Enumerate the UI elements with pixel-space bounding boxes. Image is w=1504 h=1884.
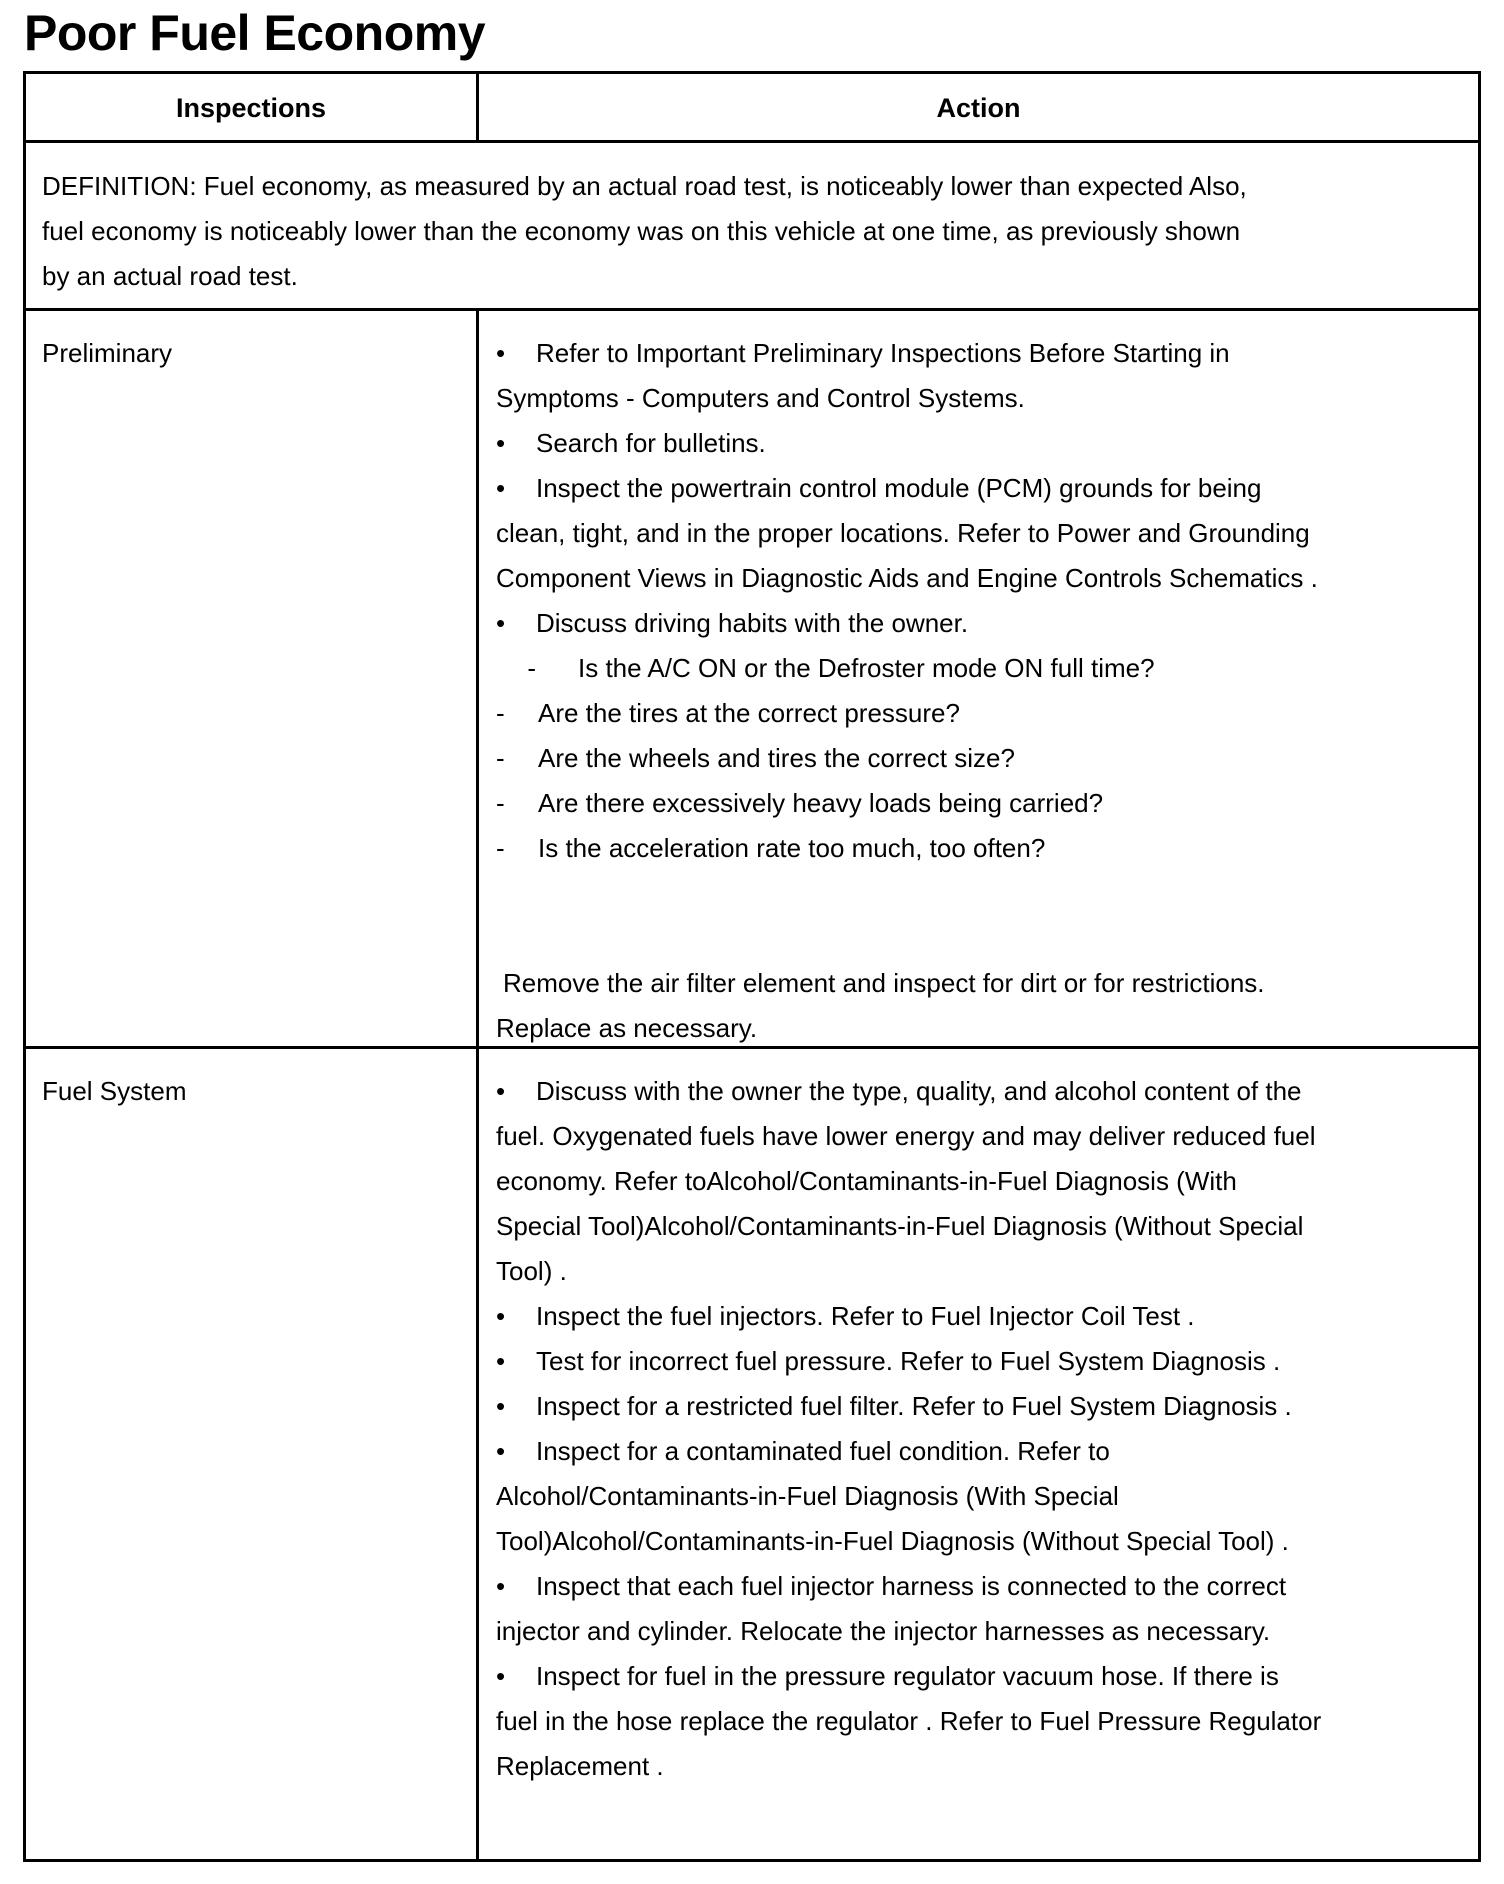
list-item: - Are the tires at the correct pressure? — [496, 691, 1318, 736]
list-item: • Inspect for a contaminated fuel condition. Refer to — [496, 1429, 1321, 1474]
list-item: - Is the A/C ON or the Defroster mode ON full time? — [496, 646, 1318, 691]
list-item: • Discuss with the owner the type, quality, and alcohol content of the — [496, 1069, 1321, 1114]
list-item: • Inspect the powertrain control module (PCM) grounds for being — [496, 466, 1318, 511]
bullet: • — [496, 338, 506, 368]
bullet: • — [496, 1301, 506, 1331]
definition-line: DEFINITION: Fuel economy, as measured by an actual road test, is noticeably lower than expected Also, — [42, 171, 1247, 201]
bullet: • — [496, 608, 506, 638]
list-item: • Refer to Important Preliminary Inspections Before Starting in — [496, 331, 1318, 376]
list-item: Tool)Alcohol/Contaminants-in-Fuel Diagnosis (Without Special Tool) . — [496, 1526, 1289, 1556]
list-item: economy. Refer toAlcohol/Contaminants-in-Fuel Diagnosis (With — [496, 1166, 1237, 1196]
action-fuel-system — [496, 1069, 1321, 1789]
definition-line: fuel economy is noticeably lower than the economy was on this vehicle at one time, as previously shown — [42, 216, 1241, 246]
inspection-label-fuel-system: Fuel System — [42, 1076, 187, 1106]
action-preliminary — [496, 331, 1318, 1051]
header-inspections: Inspections — [175, 92, 327, 123]
list-item: - Is the acceleration rate too much, too often? — [496, 826, 1318, 871]
list-item: Symptoms - Computers and Control Systems. — [496, 383, 1025, 413]
list-item: clean, tight, and in the proper locations. Refer to Power and Grounding — [496, 518, 1310, 548]
list-item: - Are there excessively heavy loads being carried? — [496, 781, 1318, 826]
list-item: Tool) . — [496, 1256, 567, 1286]
list-item: Remove the air filter element and inspect for dirt or for restrictions. — [503, 968, 1265, 998]
list-item: Component Views in Diagnostic Aids and Engine Controls Schematics . — [496, 563, 1318, 593]
dash: - — [496, 788, 505, 818]
bullet: • — [496, 473, 506, 503]
list-item: • Inspect for fuel in the pressure regulator vacuum hose. If there is — [496, 1654, 1321, 1699]
inspection-table — [23, 71, 1481, 1862]
bullet: • — [496, 1391, 506, 1421]
definition-divider — [26, 308, 1478, 311]
bullet: • — [496, 1076, 506, 1106]
definition-line: by an actual road test. — [42, 261, 298, 291]
list-item: • Discuss driving habits with the owner. — [496, 601, 1318, 646]
list-item: • Inspect for a restricted fuel filter. Refer to Fuel System Diagnosis . — [496, 1384, 1321, 1429]
list-item: Special Tool)Alcohol/Contaminants-in-Fuel Diagnosis (Without Special — [496, 1211, 1304, 1241]
list-item: fuel. Oxygenated fuels have lower energy and may deliver reduced fuel — [496, 1121, 1316, 1151]
list-item: injector and cylinder. Relocate the injector harnesses as necessary. — [496, 1616, 1271, 1646]
bullet: • — [496, 1661, 506, 1691]
list-item: Replacement . — [496, 1751, 664, 1781]
definition-text — [42, 164, 1247, 299]
dash: - — [527, 653, 536, 683]
dash: - — [496, 743, 505, 773]
list-item: • Inspect the fuel injectors. Refer to Fuel Injector Coil Test . — [496, 1294, 1321, 1339]
inspection-label-preliminary: Preliminary — [42, 338, 173, 368]
bullet: • — [496, 1346, 506, 1376]
column-divider — [476, 308, 479, 1862]
page-title: Poor Fuel Economy — [24, 5, 486, 61]
list-item: Replace as necessary. — [496, 1013, 758, 1043]
list-item: • Inspect that each fuel injector harness is connected to the correct — [496, 1564, 1321, 1609]
header-action: Action — [936, 92, 1021, 123]
bullet: • — [496, 1571, 506, 1601]
bullet: • — [496, 1436, 506, 1466]
dash: - — [496, 833, 505, 863]
list-item: Alcohol/Contaminants-in-Fuel Diagnosis (With Special — [496, 1481, 1119, 1511]
bullet: • — [496, 428, 506, 458]
list-item: fuel in the hose replace the regulator . Refer to Fuel Pressure Regulator — [496, 1706, 1322, 1736]
dash: - — [496, 698, 505, 728]
list-item: - Are the wheels and tires the correct size? — [496, 736, 1318, 781]
list-item: • Search for bulletins. — [496, 421, 1318, 466]
list-item: • Test for incorrect fuel pressure. Refer to Fuel System Diagnosis . — [496, 1339, 1321, 1384]
